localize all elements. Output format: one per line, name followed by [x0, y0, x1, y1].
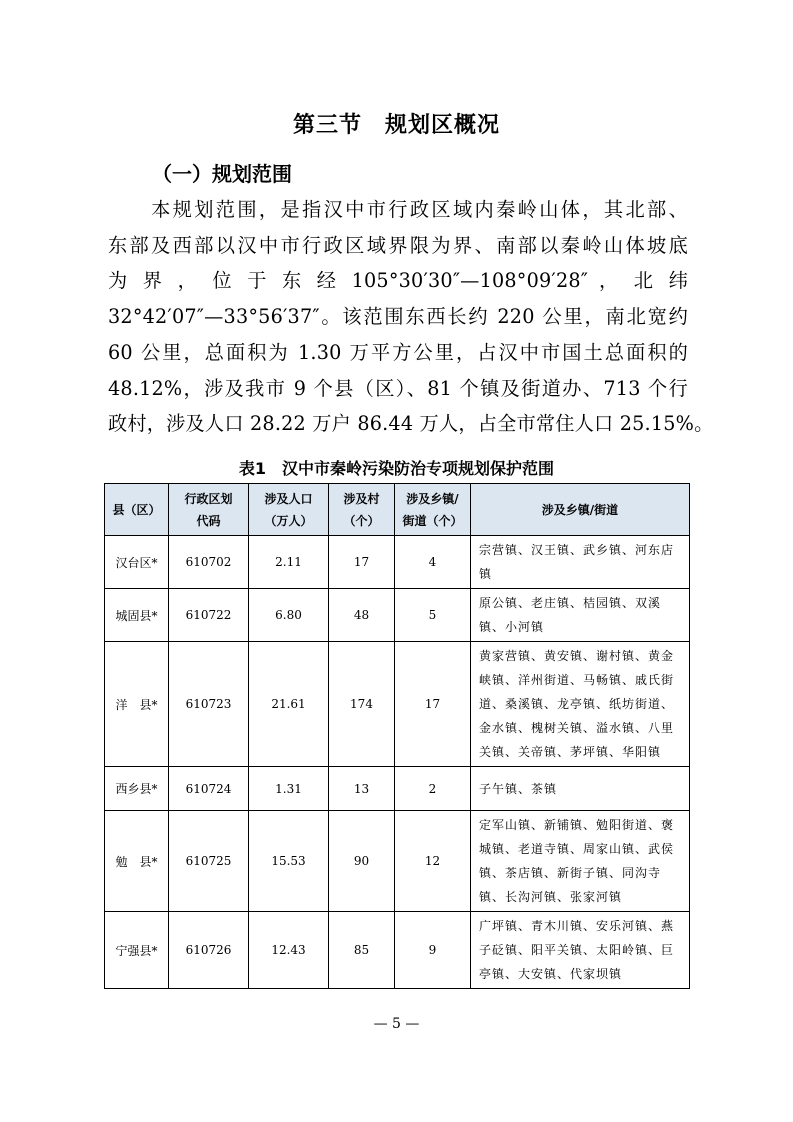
cell-code: 610722 — [169, 589, 249, 642]
cell-code: 610725 — [169, 811, 249, 912]
cell-towns: 宗营镇、汉王镇、武乡镇、河东店镇 — [471, 536, 690, 589]
cell-villages: 174 — [329, 642, 395, 767]
cell-county: 洋 县* — [105, 642, 169, 767]
cell-villages: 90 — [329, 811, 395, 912]
body-line: 60 公里，总面积为 1.30 万平方公里，占汉中市国土总面积的 — [108, 340, 688, 364]
header-county: 县（区） — [105, 484, 169, 536]
cell-population: 2.11 — [249, 536, 329, 589]
cell-towns: 定军山镇、新铺镇、勉阳街道、褒城镇、老道寺镇、周家山镇、武侯镇、茶店镇、新街子镇、同沟寺镇、长沟河镇、张家河镇 — [471, 811, 690, 912]
cell-population: 21.61 — [249, 642, 329, 767]
body-paragraph — [108, 192, 714, 442]
cell-towns: 广坪镇、青木川镇、安乐河镇、燕子砭镇、阳平关镇、太阳岭镇、巨亭镇、大安镇、代家坝镇 — [471, 912, 690, 989]
table-row — [105, 642, 690, 767]
table-caption: 表1 汉中市秦岭污染防治专项规划保护范围 — [238, 459, 555, 478]
header-villages: 涉及村 （个） — [329, 484, 395, 536]
body-line: 东部及西部以汉中市行政区域界限为界、南部以秦岭山体坡底 — [108, 233, 688, 257]
protection-scope-table — [104, 483, 689, 989]
cell-code: 610724 — [169, 767, 249, 811]
cell-code: 610723 — [169, 642, 249, 767]
header-population: 涉及人口 （万人） — [249, 484, 329, 536]
cell-town-count: 12 — [395, 811, 471, 912]
cell-villages: 13 — [329, 767, 395, 811]
subsection-title: （一）规划范围 — [152, 162, 292, 186]
cell-town-count: 9 — [395, 912, 471, 989]
page-number: — 5 — — [373, 1016, 420, 1032]
cell-town-count: 17 — [395, 642, 471, 767]
body-line: 本规划范围，是指汉中市行政区域内秦岭山体，其北部、 — [108, 198, 688, 221]
cell-population: 1.31 — [249, 767, 329, 811]
table-row — [105, 536, 690, 589]
table-row — [105, 912, 690, 989]
cell-villages: 85 — [329, 912, 395, 989]
cell-villages: 48 — [329, 589, 395, 642]
section-title: 第三节 规划区概况 — [292, 113, 500, 138]
header-towns: 涉及乡镇/街道 — [471, 484, 690, 536]
cell-code: 610702 — [169, 536, 249, 589]
body-line: 为 界 ， 位 于 东 经 105°30′30″—108°09′28″ ， 北 纬 — [108, 269, 688, 293]
cell-town-count: 5 — [395, 589, 471, 642]
cell-county: 汉台区* — [105, 536, 169, 589]
cell-towns: 黄家营镇、黄安镇、谢村镇、黄金峡镇、洋州街道、马畅镇、戚氏街道、桑溪镇、龙亭镇、纸坊街道、金水镇、槐树关镇、溢水镇、八里关镇、关帝镇、茅坪镇、华阳镇 — [471, 642, 690, 767]
cell-towns: 子午镇、茶镇 — [471, 767, 690, 811]
table-row — [105, 589, 690, 642]
table-header-row — [105, 484, 690, 536]
header-town-count: 涉及乡镇/ 街道（个） — [395, 484, 471, 536]
cell-population: 6.80 — [249, 589, 329, 642]
cell-population: 12.43 — [249, 912, 329, 989]
header-code: 行政区划 代码 — [169, 484, 249, 536]
cell-population: 15.53 — [249, 811, 329, 912]
table-row — [105, 811, 690, 912]
body-line: 32°42′07″—33°56′37″。该范围东西长约 220 公里，南北宽约 — [108, 305, 688, 329]
cell-villages: 17 — [329, 536, 395, 589]
cell-county: 西乡县* — [105, 767, 169, 811]
cell-county: 城固县* — [105, 589, 169, 642]
body-line: 政村，涉及人口 28.22 万户 86.44 万人，占全市常住人口 25.15%。 — [108, 412, 714, 436]
cell-town-count: 2 — [395, 767, 471, 811]
cell-code: 610726 — [169, 912, 249, 989]
cell-town-count: 4 — [395, 536, 471, 589]
cell-county: 勉 县* — [105, 811, 169, 912]
cell-towns: 原公镇、老庄镇、桔园镇、双溪镇、小河镇 — [471, 589, 690, 642]
body-line: 48.12%，涉及我市 9 个县（区）、81 个镇及街道办、713 个行 — [108, 376, 688, 400]
cell-county: 宁强县* — [105, 912, 169, 989]
table-row — [105, 767, 690, 811]
